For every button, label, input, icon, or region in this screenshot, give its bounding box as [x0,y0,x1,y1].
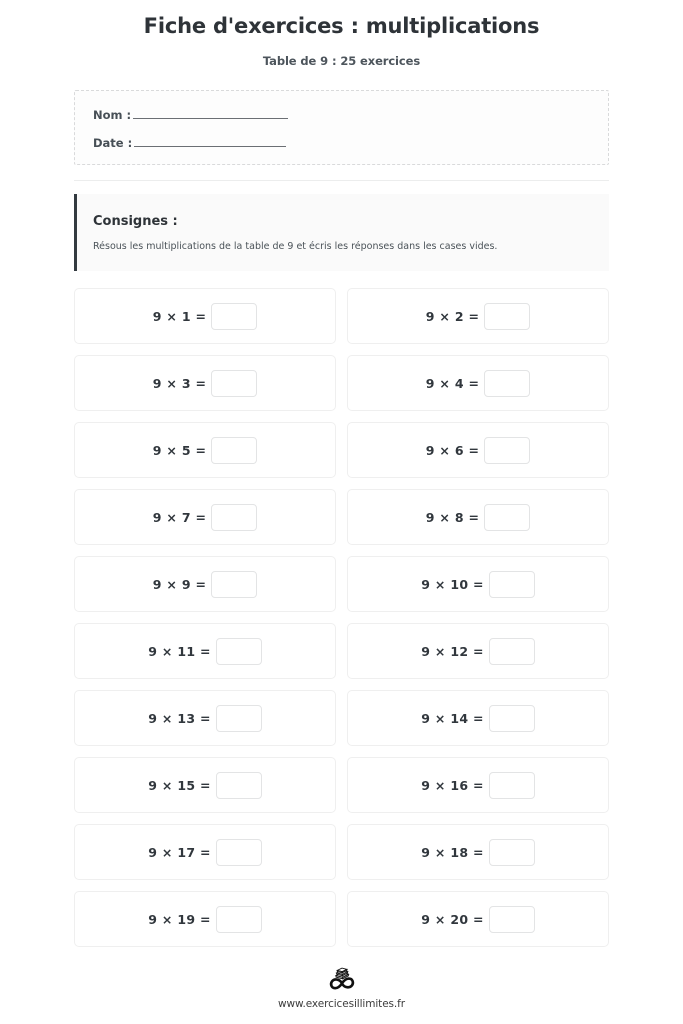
answer-input-box[interactable] [216,638,262,665]
exercise-expression [153,303,258,330]
exercise-card [74,288,336,344]
exercise-card [74,623,336,679]
answer-input-box[interactable] [211,571,257,598]
exercise-expression-text: 9 × 8 = [425,509,480,525]
exercise-expression-text: 9 × 10 = [421,576,484,592]
exercise-expression-text: 9 × 2 = [425,308,480,324]
exercise-card [347,489,609,545]
exercise-expression-text: 9 × 20 = [421,911,484,927]
footer-url[interactable]: www.exercicesillimites.fr [278,998,405,1010]
exercise-expression-text: 9 × 15 = [148,777,211,793]
exercise-expression [426,437,531,464]
exercise-card [347,422,609,478]
exercise-expression [148,839,262,866]
instructions-box [74,194,609,271]
answer-input-box[interactable] [489,839,535,866]
answer-input-box[interactable] [484,370,530,397]
exercise-card [347,824,609,880]
answer-input-box[interactable] [484,504,530,531]
exercise-expression [421,772,535,799]
page-subtitle: Table de 9 : 25 exercices [262,54,421,69]
exercise-expression [148,906,262,933]
answer-input-box[interactable] [489,638,535,665]
answer-input-box[interactable] [211,437,257,464]
answer-input-box[interactable] [211,504,257,531]
date-row [93,136,608,150]
exercise-expression [148,705,262,732]
exercise-card [347,623,609,679]
answer-input-box[interactable] [216,772,262,799]
answer-input-box[interactable] [211,370,257,397]
exercise-expression-text: 9 × 14 = [421,710,484,726]
identity-section [74,90,609,165]
page-footer [0,966,683,1010]
exercise-expression [426,370,531,397]
exercise-expression [426,303,531,330]
exercise-expression [421,839,535,866]
exercise-card [74,355,336,411]
exercise-card [347,288,609,344]
page-title: Fiche d'exercices : multiplications [143,14,540,38]
books-infinity-logo-icon [325,966,359,992]
exercise-expression [421,638,535,665]
exercise-expression-text: 9 × 3 = [152,375,207,391]
answer-input-box[interactable] [484,303,530,330]
answer-input-box[interactable] [216,906,262,933]
exercise-card [74,690,336,746]
page-header [0,0,683,68]
date-label: Date : [93,136,133,151]
exercise-expression-text: 9 × 19 = [148,911,211,927]
section-divider [74,180,609,181]
date-input-line[interactable] [134,136,286,147]
exercise-card [347,757,609,813]
answer-input-box[interactable] [489,705,535,732]
answer-input-box[interactable] [211,303,257,330]
exercise-expression-text: 9 × 11 = [148,643,211,659]
exercise-card [347,355,609,411]
exercise-card [74,422,336,478]
exercise-expression [153,571,258,598]
exercise-expression [148,772,262,799]
exercise-card [74,556,336,612]
exercise-expression [421,705,535,732]
answer-input-box[interactable] [216,839,262,866]
exercise-expression [153,437,258,464]
name-row [93,108,608,122]
exercise-expression [421,906,535,933]
exercise-expression-text: 9 × 5 = [152,442,207,458]
answer-input-box[interactable] [489,906,535,933]
answer-input-box[interactable] [489,571,535,598]
exercise-expression-text: 9 × 16 = [421,777,484,793]
exercise-expression [426,504,531,531]
exercise-expression-text: 9 × 12 = [421,643,484,659]
name-label: Nom : [93,108,132,123]
exercises-grid [74,288,609,947]
name-input-line[interactable] [133,108,288,119]
exercise-card [74,757,336,813]
exercise-card [347,690,609,746]
answer-input-box[interactable] [216,705,262,732]
exercise-card [347,556,609,612]
exercise-expression [421,571,535,598]
exercise-card [74,489,336,545]
exercise-expression-text: 9 × 4 = [425,375,480,391]
exercise-expression-text: 9 × 6 = [425,442,480,458]
exercise-expression-text: 9 × 18 = [421,844,484,860]
instructions-heading: Consignes : [93,214,178,230]
exercise-expression [153,370,258,397]
exercise-card [74,824,336,880]
answer-input-box[interactable] [484,437,530,464]
exercise-expression-text: 9 × 13 = [148,710,211,726]
exercise-card [74,891,336,947]
exercise-expression-text: 9 × 9 = [152,576,207,592]
exercise-expression-text: 9 × 7 = [152,509,207,525]
answer-input-box[interactable] [489,772,535,799]
instructions-text: Résous les multiplications de la table de 9 et écris les réponses dans les cases vides. [93,241,498,253]
exercise-expression-text: 9 × 17 = [148,844,211,860]
exercise-expression [148,638,262,665]
exercise-expression-text: 9 × 1 = [152,308,207,324]
exercise-expression [153,504,258,531]
exercise-card [347,891,609,947]
identity-box [74,90,609,165]
